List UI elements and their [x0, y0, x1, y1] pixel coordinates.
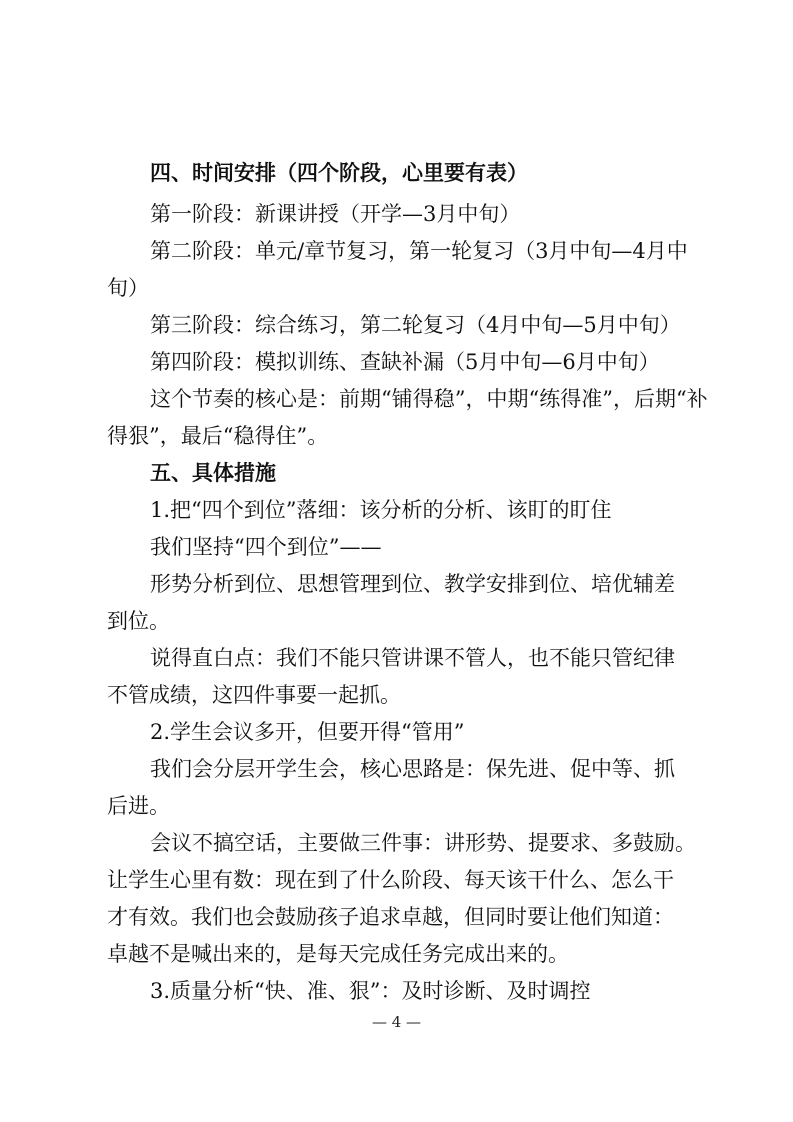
section-heading-measures: 五、具体措施 — [150, 460, 276, 485]
text-line: 得狠”，最后“稳得住”。 — [107, 424, 329, 448]
text-line: 我们坚持“四个到位”—— — [150, 535, 382, 559]
section-heading-time-schedule: 四、时间安排（四个阶段，心里要有表） — [150, 160, 528, 185]
text-line: 这个节奏的核心是：前期“铺得稳”，中期“练得准”，后期“补 — [150, 387, 708, 411]
subheading-line: 1.把“四个到位”落细：该分析的分析、该盯的盯住 — [150, 498, 612, 522]
text-line: 形势分析到位、思想管理到位、教学安排到位、培优辅差 — [150, 572, 675, 596]
text-line: 说得直白点：我们不能只管讲课不管人，也不能只管纪律 — [150, 646, 675, 670]
text-line: 我们会分层开学生会，核心思路是：保先进、促中等、抓 — [150, 757, 675, 781]
text-line: 后进。 — [107, 794, 170, 818]
text-line: 才有效。我们也会鼓励孩子追求卓越，但同时要让他们知道： — [107, 905, 674, 929]
text-line: 让学生心里有数：现在到了什么阶段、每天该干什么、怎么干 — [107, 868, 674, 892]
text-line: 第四阶段：模拟训练、查缺补漏（5月中旬—6月中旬） — [150, 350, 660, 374]
text-line: 旬） — [107, 276, 149, 300]
text-line: 不管成绩，这四件事要一起抓。 — [107, 683, 401, 707]
text-line: 第一阶段：新课讲授（开学—3月中旬） — [150, 202, 521, 226]
text-line: 第三阶段：综合练习，第二轮复习（4月中旬—5月中旬） — [150, 313, 681, 337]
subheading-line: 2.学生会议多开，但要开得“管用” — [150, 720, 465, 744]
text-line: 到位。 — [107, 609, 170, 633]
page-number: — 4 — — [371, 1013, 422, 1031]
text-line: 第二阶段：单元/章节复习，第一轮复习（3月中旬—4月中 — [150, 239, 688, 263]
subheading-line: 3.质量分析“快、准、狠”：及时诊断、及时调控 — [150, 979, 591, 1003]
text-line: 卓越不是喊出来的，是每天完成任务完成出来的。 — [107, 942, 569, 966]
text-line: 会议不搞空话，主要做三件事：讲形势、提要求、多鼓励。 — [150, 831, 696, 855]
